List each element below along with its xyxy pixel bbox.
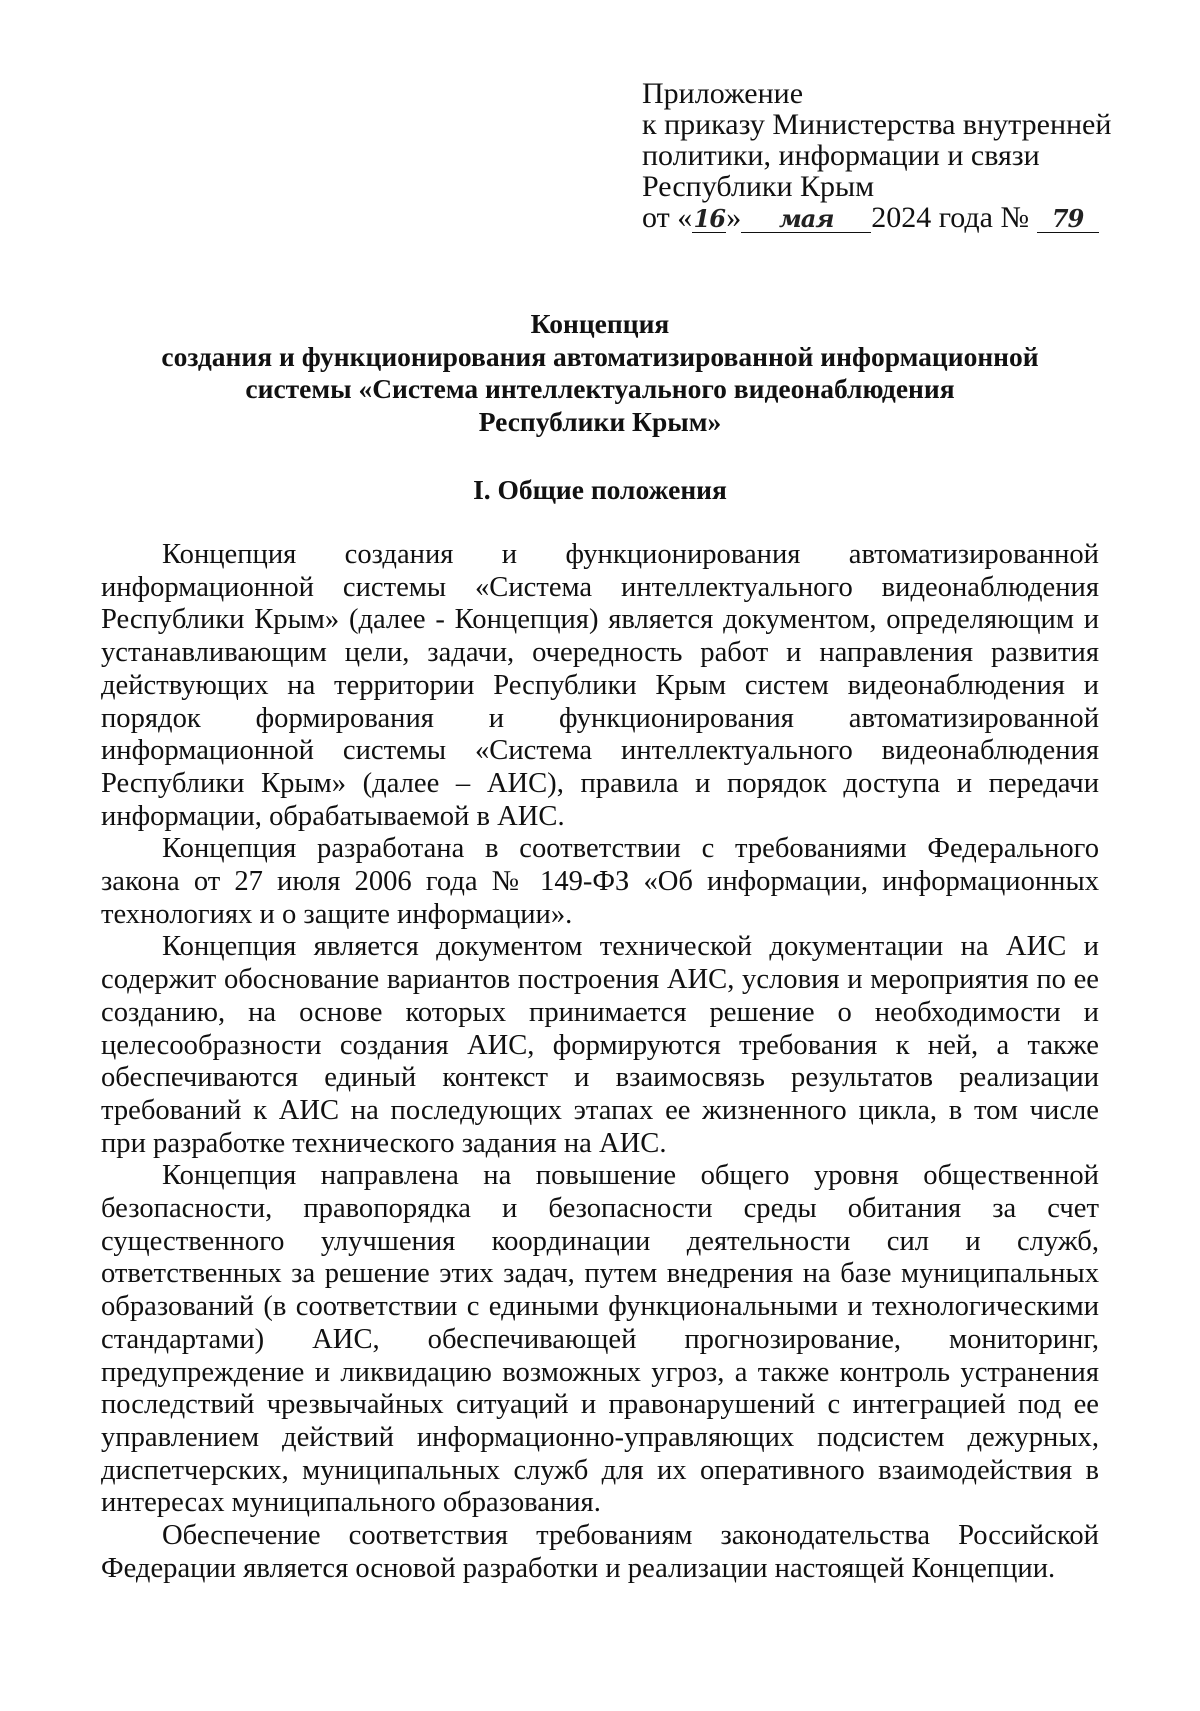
appendix-line: политики, информации и связи [642, 139, 1040, 172]
date-day-field [692, 205, 726, 233]
appendix-block [642, 78, 1122, 233]
order-date-line [642, 202, 1122, 233]
order-number-field [1037, 205, 1099, 233]
appendix-line: Приложение [642, 77, 804, 110]
title-line: Концепция [530, 308, 670, 339]
date-mid: » [726, 201, 742, 234]
date-month-field [741, 205, 871, 233]
paragraph: Концепция является документом технической документации на АИС и содержит обоснование вариантов построения АИС, условия и мероприятия по ее созданию, на основе которых принимается решение о необходимости и целесообразности создания АИС, формируются требования к ней, а также обеспечиваются единый контекст и взаимосвязь результатов реализации требований к АИС на последующих этапах ее жизненного цикла, в том числе при разработке технического задания на АИС. [101, 931, 1099, 1159]
date-prefix: от « [642, 201, 693, 234]
handwritten-day: 16 [693, 204, 725, 233]
section-heading: I. Общие положения [473, 474, 727, 505]
document-title [100, 308, 1100, 438]
paragraph: Концепция направлена на повышение общего уровня общественной безопасности, правопорядка и безопасности среды обитания за счет существенного улучшения координации деятельности сил и служб, ответственных за решение этих задач, путем внедрения на базе муниципальных образований (в соответствии с едиными функциональными и технологическими стандартами) АИС, обеспечивающей прогнозирование, мониторинг, предупреждение и ликвидацию возможных угроз, а также контроль устранения последствий чрезвычайных ситуаций и правонарушений с интеграцией под ее управлением действий информационно-управляющих подсистем дежурных, диспетчерских, муниципальных служб для их оперативного взаимодействия в интересах муниципального образования. [101, 1160, 1099, 1519]
section-body [101, 539, 1099, 1586]
date-year-text: 2024 года № [871, 201, 1030, 234]
paragraph: Концепция создания и функционирования автоматизированной информационной системы «Система интеллектуального видеонаблюдения Республики Крым» (далее - Концепция) является документом, определяющим и устанавливающим цели, задачи, очередность работ и направления развития действующих на территории Республики Крым систем видеонаблюдения и порядок формирования и функционирования автоматизированной информационной системы «Система интеллектуального видеонаблюдения Республики Крым» (далее – АИС), правила и порядок доступа и передачи информации, обрабатываемой в АИС. [101, 539, 1099, 832]
title-line: создания и функционирования автоматизированной информационной [161, 340, 1039, 372]
paragraph: Обеспечение соответствия требованиям законодательства Российской Федерации является основой разработки и реализации настоящей Концепции. [101, 1520, 1099, 1584]
appendix-line: к приказу Министерства внутренней [642, 108, 1112, 141]
handwritten-order-number: 79 [1051, 204, 1084, 233]
paragraph: Концепция разработана в соответствии с требованиями Федерального закона от 27 июля 2006 года № 149-ФЗ «Об информации, информационных технологиях и о защите информации». [101, 833, 1099, 930]
title-line: системы «Система интеллектуального видеонаблюдения [245, 373, 955, 404]
handwritten-month: мая [778, 204, 834, 233]
title-line: Республики Крым» [478, 405, 722, 437]
appendix-line: Республики Крым [642, 170, 875, 203]
